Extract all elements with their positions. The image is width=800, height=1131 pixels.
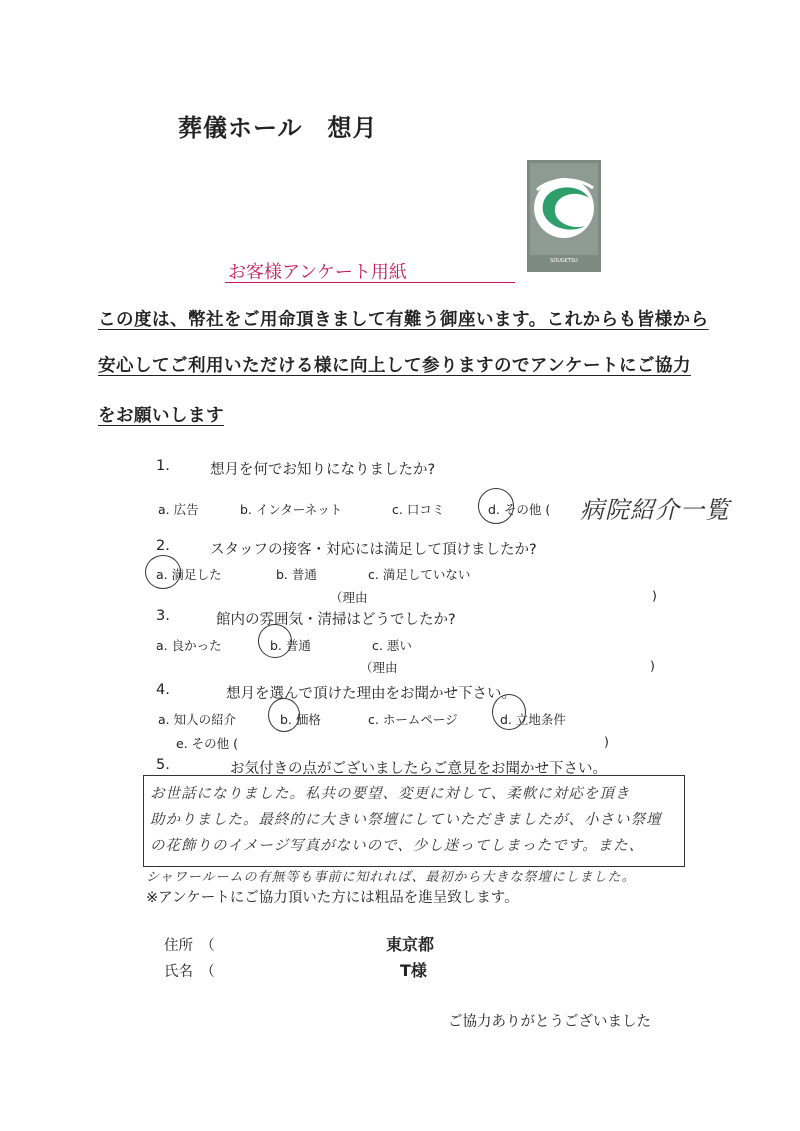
q4-text: 想月を選んで頂けた理由をお聞かせ下さい。: [226, 686, 516, 702]
gift-note: ※アンケートにご協力頂いた方には粗品を進呈致します。: [146, 890, 519, 906]
q2-option-a[interactable]: a. 満足した: [156, 567, 222, 582]
q3-reason-label: （理由: [360, 660, 398, 675]
address-value: 東京都: [386, 935, 435, 954]
company-logo: [527, 160, 601, 272]
q1-option-c[interactable]: c. 口コミ: [392, 502, 445, 517]
q3-text: 館内の雰囲気・清掃はどうでしたか?: [216, 612, 456, 628]
q4-number: 4.: [156, 682, 170, 698]
comment-line-1: お世話になりました。私共の要望、変更に対して、柔軟に対応を頂き: [150, 786, 631, 802]
comment-line-2: 助かりました。最終的に大きい祭壇にしていただきましたが、小さい祭壇: [150, 812, 662, 828]
thanks-message: ご協力ありがとうございました: [448, 1014, 651, 1030]
hall-name: 葬儀ホール 想月: [178, 114, 378, 142]
q2-selection-circle: [145, 555, 181, 589]
name-value: T様: [400, 961, 427, 980]
q4-option-d[interactable]: d. 立地条件: [500, 712, 566, 727]
q5-number: 5.: [156, 757, 170, 773]
intro-line-3: をお願いします: [98, 406, 224, 426]
q1-handwritten-answer: 病院紹介一覧: [580, 496, 730, 524]
q1-option-b[interactable]: b. インターネット: [240, 502, 343, 517]
q4-option-c[interactable]: c. ホームページ: [368, 712, 458, 727]
q3-number: 3.: [156, 608, 170, 624]
q4-selection-circle-d: [492, 694, 526, 730]
intro-line-1: この度は、幣社をご用命頂きまして有難う御座います。これからも皆様から: [98, 310, 709, 330]
intro-line-2: 安心してご利用いただける様に向上して参りますのでアンケートにご協力: [98, 356, 691, 376]
q1-option-d[interactable]: d. その他 (: [488, 502, 551, 517]
q2-option-b[interactable]: b. 普通: [276, 567, 317, 582]
q2-number: 2.: [156, 538, 170, 554]
q3-option-a[interactable]: a. 良かった: [156, 638, 222, 653]
q4-selection-circle-b: [268, 698, 300, 732]
q1-option-a[interactable]: a. 広告: [158, 502, 199, 517]
q1-number: 1.: [156, 458, 170, 474]
survey-title-underline: [225, 282, 515, 283]
q3-option-c[interactable]: c. 悪い: [372, 638, 412, 653]
q3-reason-close: ): [650, 658, 655, 673]
q3-selection-circle: [258, 624, 292, 658]
q4-option-a[interactable]: a. 知人の紹介: [158, 712, 237, 727]
comment-line-4: シャワールームの有無等も事前に知れれば、最初から大きな祭壇にしました。: [146, 870, 636, 885]
q4-option-b[interactable]: b. 価格: [280, 712, 321, 727]
q2-text: スタッフの接客・対応には満足して頂けましたか?: [210, 542, 537, 558]
name-label: 氏名 （: [164, 964, 215, 980]
q1-text: 想月を何でお知りになりましたか?: [210, 462, 436, 478]
q4-option-e[interactable]: e. その他 (: [176, 736, 238, 751]
q1-selection-circle: [478, 488, 514, 524]
q2-option-c[interactable]: c. 満足していない: [368, 567, 471, 582]
q2-reason-close: ): [652, 588, 657, 603]
address-label: 住所 （: [164, 938, 215, 954]
comment-line-3: の花飾りのイメージ写真がないので、少し迷ってしまったです。また、: [150, 838, 645, 854]
logo-text: SOUGETSU: [550, 258, 578, 264]
q3-option-b[interactable]: b. 普通: [270, 638, 311, 653]
q2-reason-label: （理由: [330, 590, 368, 605]
q4-other-close: ): [604, 734, 609, 749]
survey-title: お客様アンケート用紙: [228, 262, 407, 283]
q5-text: お気付きの点がございましたらご意見をお聞かせ下さい。: [230, 761, 607, 777]
